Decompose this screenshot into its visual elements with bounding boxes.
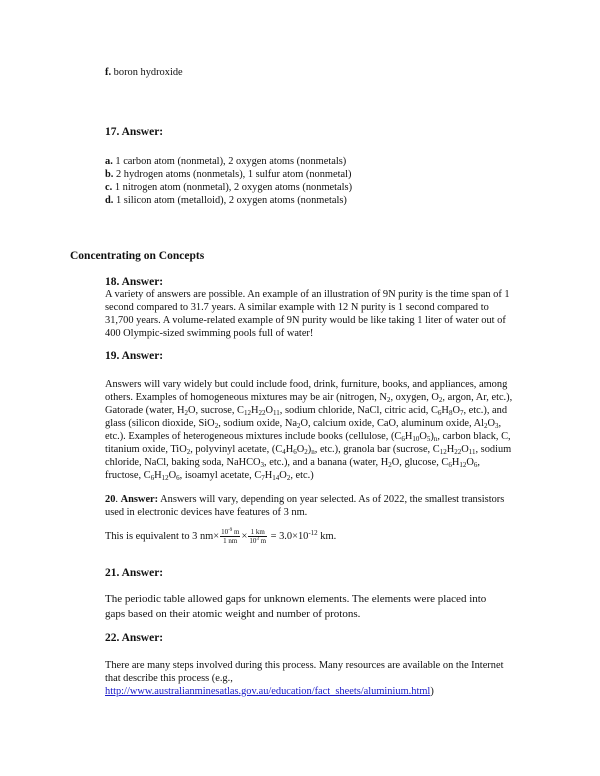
paragraph-line: 31,700 years. A volume-related example of 9N purity would be like taking 1 liter of water out of (105, 315, 506, 326)
paragraph-line: used in electronic devices have features of 3 nm. (105, 507, 308, 518)
item-f-text: boron hydroxide (113, 67, 183, 78)
section-title: Concentrating on Concepts (70, 250, 205, 262)
item-f (105, 66, 525, 79)
q22-body (105, 659, 525, 698)
paragraph-line: glass (silicon dioxide, SiO$_2$, sodium oxide, $Na_2O$, calcium oxide, CaO, aluminum oxide, $Al_2O_3$, (105, 418, 502, 430)
list-item: c. 1 nitrogen atom (nonmetal), 2 oxygen atoms (nonmetals) (105, 182, 353, 193)
paragraph-line: etc.). Examples of heterogeneous mixtures include books (cellulose, $(C_6H_{10}O_5)_n$, carbon black, C, (105, 431, 511, 443)
item-f-label: f. (105, 67, 112, 78)
list-item: b. 2 hydrogen atoms (nonmetals), 1 sulfur atom (nonmetal) (105, 169, 352, 180)
q20-equation: This is equivalent to 3 nm× $\frac{10^{-9} m}{1 nm}$ × $\frac{1 km}{10^3 m}$ = $3.0\times 10^{-12}$ km. (105, 528, 337, 545)
paragraph-line: gaps based on their atomic weight and number of protons. (105, 608, 361, 620)
paragraph-line: that describe this process (e.g., (105, 673, 233, 684)
aluminium-fact-sheet-link[interactable]: http://www.australianminesatlas.gov.au/education/fact_sheets/aluminium.html (105, 686, 431, 697)
q18-body (105, 288, 525, 340)
paragraph-line: second compared to 31.7 years. A similar example with 12 N purity is 1 second compared to (105, 302, 489, 313)
paragraph-line: Gatorade (water, $H_2O$, sucrose, $C_{12}H_{22}O_{11}$, sodium chloride, NaCl, citric acid, $C_6H_8O_7$, etc.), and (105, 405, 508, 417)
paragraph-line: A variety of answers are possible. An example of an illustration of 9N purity is the time span of 1 (105, 289, 510, 300)
paragraph-line: There are many steps involved during this process. Many resources are available on the Internet (105, 660, 504, 671)
q21-body (105, 592, 525, 622)
paragraph-line: chloride, NaCl, baking soda, NaHCO$_3$, etc.), and a banana (water, $H_2O$, glucose, $C_6H_{12}O_6$, (105, 457, 480, 469)
q20-answer-label: Answer: (120, 494, 159, 505)
q17-list (105, 155, 525, 207)
fraction-m-to-km: $\frac{1 km}{10^3 m}$ (249, 528, 267, 545)
q18-heading: 18. Answer: (105, 276, 164, 288)
paragraph-line: 400 Olympic-sized swimming pools full of water! (105, 328, 314, 339)
list-item: a. 1 carbon atom (nonmetal), 2 oxygen atoms (nonmetals) (105, 156, 347, 167)
paragraph-line: http://www.australianminesatlas.gov.au/education/fact_sheets/aluminium.html) (105, 686, 434, 697)
list-item: d. 1 silicon atom (metalloid), 2 oxygen atoms (nonmetals) (105, 195, 347, 206)
fraction-nm-to-m: $\frac{10^{-9} m}{1 nm}$ (221, 528, 240, 545)
q22-heading: 22. Answer: (105, 632, 164, 644)
paragraph-line: The periodic table allowed gaps for unknown elements. The elements were placed into (105, 593, 487, 605)
paragraph-line: 20. Answer: Answers will vary, depending on year selected. As of 2022, the smallest transistors (105, 494, 505, 505)
q17-heading: 17. Answer: (105, 126, 164, 138)
paragraph-line: titanium oxide, TiO$_2$, polyvinyl acetate, $(C_4H_6O_2)_n$, etc.), granola bar (sucrose, $C_{12}H_{22}O_{11}$, sodium (105, 444, 512, 456)
q20-body (105, 493, 525, 519)
q21-heading: 21. Answer: (105, 567, 164, 579)
paragraph-line: fructose, $C_6H_{12}O_6$, isoamyl acetate, $C_7H_{14}O_2$, etc.) (105, 470, 314, 482)
q20-number: 20 (105, 494, 116, 505)
q19-heading: 19. Answer: (105, 350, 164, 362)
paragraph-line: others. Examples of homogeneous mixtures may be air (nitrogen, $N_2$, oxygen, $O_2$, argon, Ar, etc.), (105, 392, 513, 404)
paragraph-line: Answers will vary widely but could include food, drink, furniture, books, and appliances, among (105, 379, 508, 390)
q19-body (105, 378, 525, 482)
